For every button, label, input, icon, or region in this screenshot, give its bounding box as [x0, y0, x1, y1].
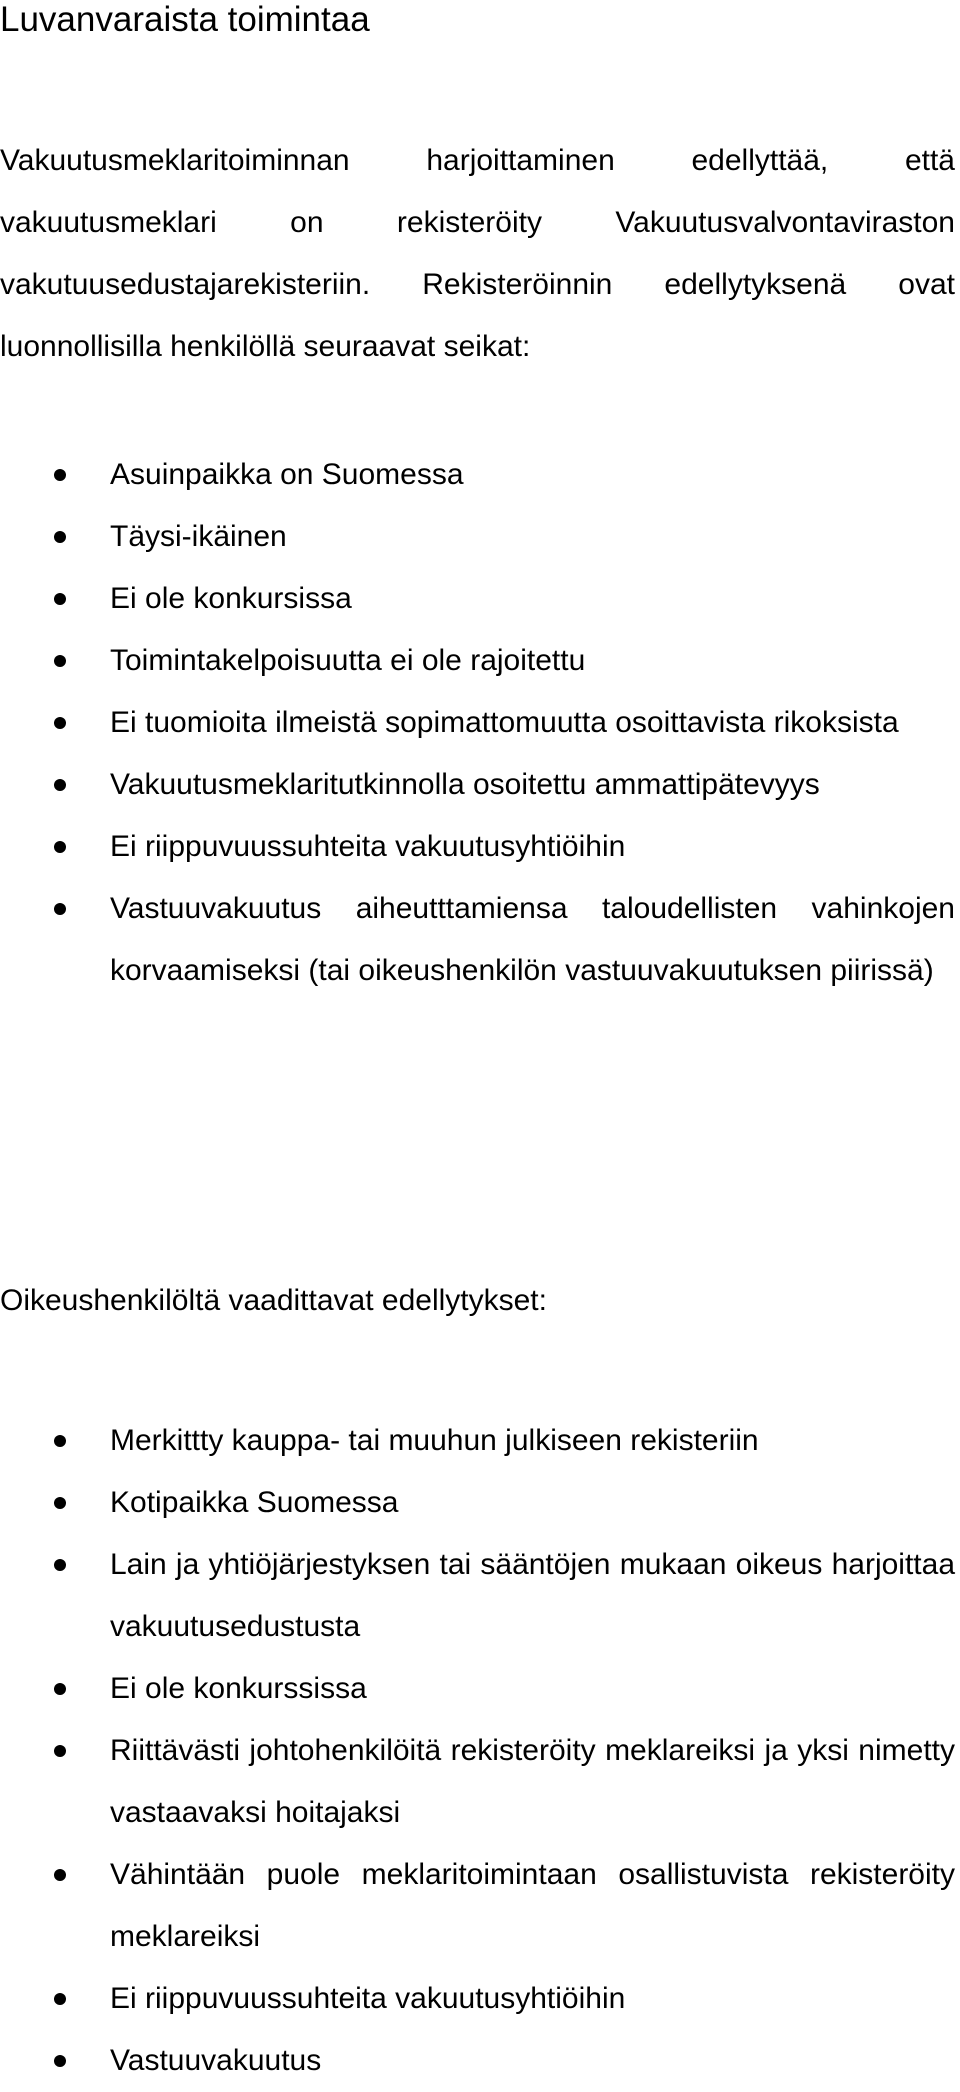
- bullet-icon: [54, 841, 66, 853]
- list-item-text: Vastuuvakuutus aiheutttamiensa taloudellisten vahinkojen korvaamiseksi (tai oikeushenkilön vastuuvakuutuksen piirissä): [110, 892, 955, 987]
- list-item-text: Vähintään puole meklaritoimintaan osallistuvista rekisteröity meklareiksi: [110, 1858, 955, 1953]
- list-item: [0, 1844, 955, 1968]
- intro-paragraph: Vakuutusmeklaritoiminnan harjoittaminen edellyttää, että vakuutusmeklari on rekisteröity Vakuutusvalvontaviraston vakutuusedustajarekisteriin. Rekisteröinnin edellytyksenä ovat luonnollisilla henkilöllä seuraavat seikat:: [0, 144, 955, 363]
- list-item: [0, 1720, 955, 1844]
- list-item: [0, 568, 955, 630]
- list-item: [0, 1534, 955, 1658]
- bullet-icon: [54, 1745, 66, 1757]
- natural-person-requirements-list: [0, 444, 960, 1002]
- list-item-text: Ei ole konkursissa: [110, 582, 352, 615]
- bullet-icon: [54, 1869, 66, 1881]
- list-item-text: Ei riippuvuussuhteita vakuutusyhtiöihin: [110, 830, 626, 863]
- list-item-text: Riittävästi johtohenkilöitä rekisteröity meklareiksi ja yksi nimetty vastaavaksi hoitajaksi: [110, 1734, 955, 1829]
- list-item: [0, 2030, 955, 2092]
- list-item-text: Ei tuomioita ilmeistä sopimattomuutta osoittavista rikoksista: [110, 706, 899, 739]
- bullet-icon: [54, 1683, 66, 1695]
- list-item: [0, 1968, 955, 2030]
- list-item: [0, 506, 955, 568]
- bullet-icon: [54, 655, 66, 667]
- list-item: [0, 692, 955, 754]
- bullet-icon: [54, 903, 66, 915]
- list-item-text: Vastuuvakuutus: [110, 2044, 322, 2077]
- list-item: [0, 878, 955, 1002]
- bullet-icon: [54, 1559, 66, 1571]
- bullet-icon: [54, 1497, 66, 1509]
- bullet-icon: [54, 2055, 66, 2067]
- bullet-icon: [54, 717, 66, 729]
- list-item-text: Toimintakelpoisuutta ei ole rajoitettu: [110, 644, 586, 677]
- list-item-text: Asuinpaikka on Suomessa: [110, 458, 464, 491]
- bullet-icon: [54, 1435, 66, 1447]
- bullet-icon: [54, 1993, 66, 2005]
- legal-person-requirements-list: [0, 1410, 960, 2092]
- list-item-text: Täysi-ikäinen: [110, 520, 287, 553]
- bullet-icon: [54, 531, 66, 543]
- list-item: [0, 754, 955, 816]
- bullet-icon: [54, 779, 66, 791]
- bullet-icon: [54, 593, 66, 605]
- list-item-text: Vakuutusmeklaritutkinnolla osoitettu ammattipätevyys: [110, 768, 820, 801]
- list-item-text: Ei riippuvuussuhteita vakuutusyhtiöihin: [110, 1982, 626, 2015]
- list-item: [0, 1658, 955, 1720]
- document-title: Luvanvaraista toimintaa: [0, 0, 370, 39]
- list-item: [0, 1472, 955, 1534]
- list-item: [0, 1410, 955, 1472]
- list-item-text: Ei ole konkurssissa: [110, 1672, 367, 1705]
- bullet-icon: [54, 469, 66, 481]
- list-item-text: Merkittty kauppa- tai muuhun julkiseen rekisteriin: [110, 1424, 759, 1457]
- list-item-text: Kotipaikka Suomessa: [110, 1486, 399, 1519]
- list-item: [0, 816, 955, 878]
- list-item: [0, 444, 955, 506]
- list-item: [0, 630, 955, 692]
- legal-person-heading: Oikeushenkilöltä vaadittavat edellytykset:: [0, 1284, 547, 1317]
- list-item-text: Lain ja yhtiöjärjestyksen tai sääntöjen mukaan oikeus harjoittaa vakuutusedustusta: [110, 1548, 955, 1643]
